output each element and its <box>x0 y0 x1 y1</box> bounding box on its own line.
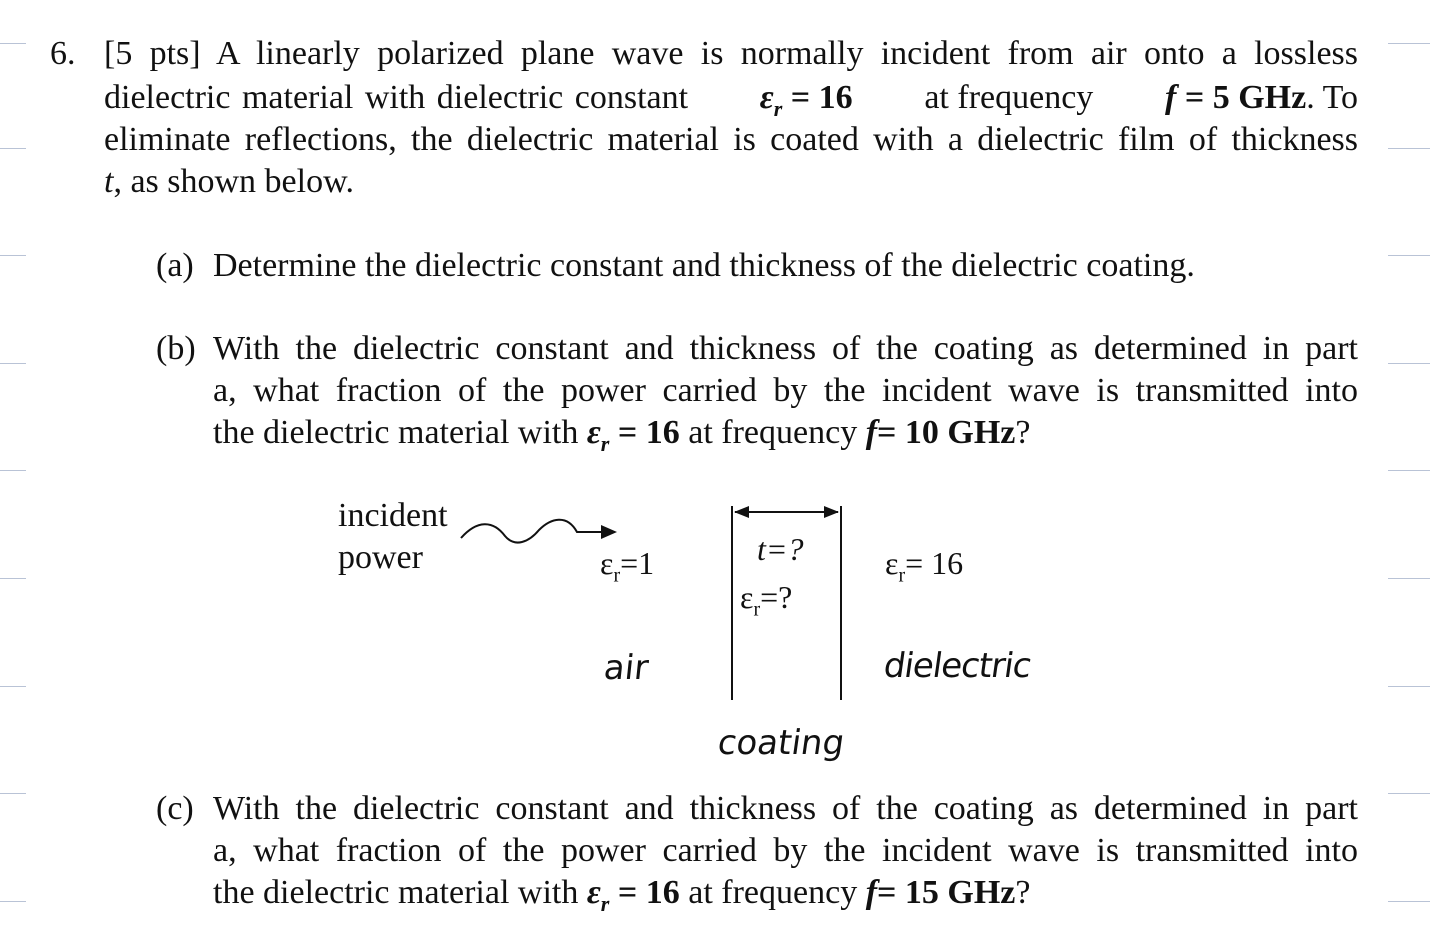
stem-text: A linearly polarized plane wave is normally incident from air onto a lossless <box>216 35 1359 72</box>
margin-rule <box>1388 255 1430 256</box>
eps-r-16: $\varepsilon_r = 16$ <box>586 874 680 916</box>
margin-rule <box>1388 43 1430 44</box>
freq-5ghz: f = 5 GHz. To <box>1165 79 1358 116</box>
handwritten-coating: coating <box>715 723 848 763</box>
margin-rule <box>0 148 26 149</box>
part-b-line-2: a, what fraction of the power carried by the incident wave is transmitted into <box>213 372 1358 409</box>
incident-label: incident <box>338 497 448 534</box>
margin-rule <box>1388 470 1430 471</box>
air-permittivity: $\varepsilon_r=1$ <box>600 545 655 587</box>
margin-rule <box>0 901 26 902</box>
margin-rule <box>0 578 26 579</box>
part-text: the dielectric material with <box>213 414 579 451</box>
thickness-symbol: t <box>104 163 114 200</box>
margin-rule <box>0 793 26 794</box>
part-b-line-3 <box>213 413 1030 464</box>
eps-r-16: $\varepsilon_r = 16$ <box>759 79 853 121</box>
part-text: at frequency <box>688 874 858 911</box>
problem-number: 6. <box>50 35 76 72</box>
power-label: power <box>338 539 423 576</box>
margin-rule <box>1388 578 1430 579</box>
part-text: at frequency <box>688 414 858 451</box>
coating-permittivity: $\varepsilon_r=$? <box>740 579 793 621</box>
margin-rule <box>1388 686 1430 687</box>
part-text: the dielectric material with <box>213 874 579 911</box>
part-a-label: (a) <box>156 247 194 284</box>
part-c-line-3 <box>213 873 1030 924</box>
margin-rule <box>0 255 26 256</box>
part-c-label: (c) <box>156 790 194 827</box>
part-b-line-1: With the dielectric constant and thickness of the coating as determined in part <box>213 330 1358 367</box>
part-c-line-2: a, what fraction of the power carried by the incident wave is transmitted into <box>213 832 1358 869</box>
dielectric-permittivity: $\varepsilon_r= 16$ <box>885 545 964 587</box>
problem-points: [5 pts] <box>104 35 201 72</box>
freq-10ghz: f= 10 GHz? <box>865 414 1031 451</box>
freq-15ghz: f= 15 GHz? <box>865 874 1031 911</box>
stem-text: dielectric material with dielectric constant <box>104 79 689 116</box>
problem-stem-line-3: eliminate reflections, the dielectric material is coated with a dielectric film of thickness <box>104 121 1358 158</box>
coating-thickness: t=? <box>757 531 804 567</box>
part-c-line-1: With the dielectric constant and thickness of the coating as determined in part <box>213 790 1358 827</box>
stem-text: , as shown below. <box>113 163 354 200</box>
margin-rule <box>1388 793 1430 794</box>
margin-rule <box>1388 363 1430 364</box>
margin-rule <box>0 363 26 364</box>
stem-text: at frequency <box>924 79 1094 116</box>
margin-rule <box>1388 148 1430 149</box>
part-a-text: Determine the dielectric constant and thickness of the dielectric coating. <box>213 247 1195 284</box>
handwritten-dielectric: dielectric <box>881 646 1034 686</box>
margin-rule <box>1388 901 1430 902</box>
problem-stem-line-4 <box>104 162 354 202</box>
part-b-label: (b) <box>156 330 196 367</box>
handwritten-air: air <box>601 648 651 688</box>
eps-r-16: $\varepsilon_r = 16$ <box>586 414 680 456</box>
margin-rule <box>0 470 26 471</box>
margin-rule <box>0 686 26 687</box>
margin-rule <box>0 43 26 44</box>
problem-stem-line-1 <box>104 34 1358 74</box>
